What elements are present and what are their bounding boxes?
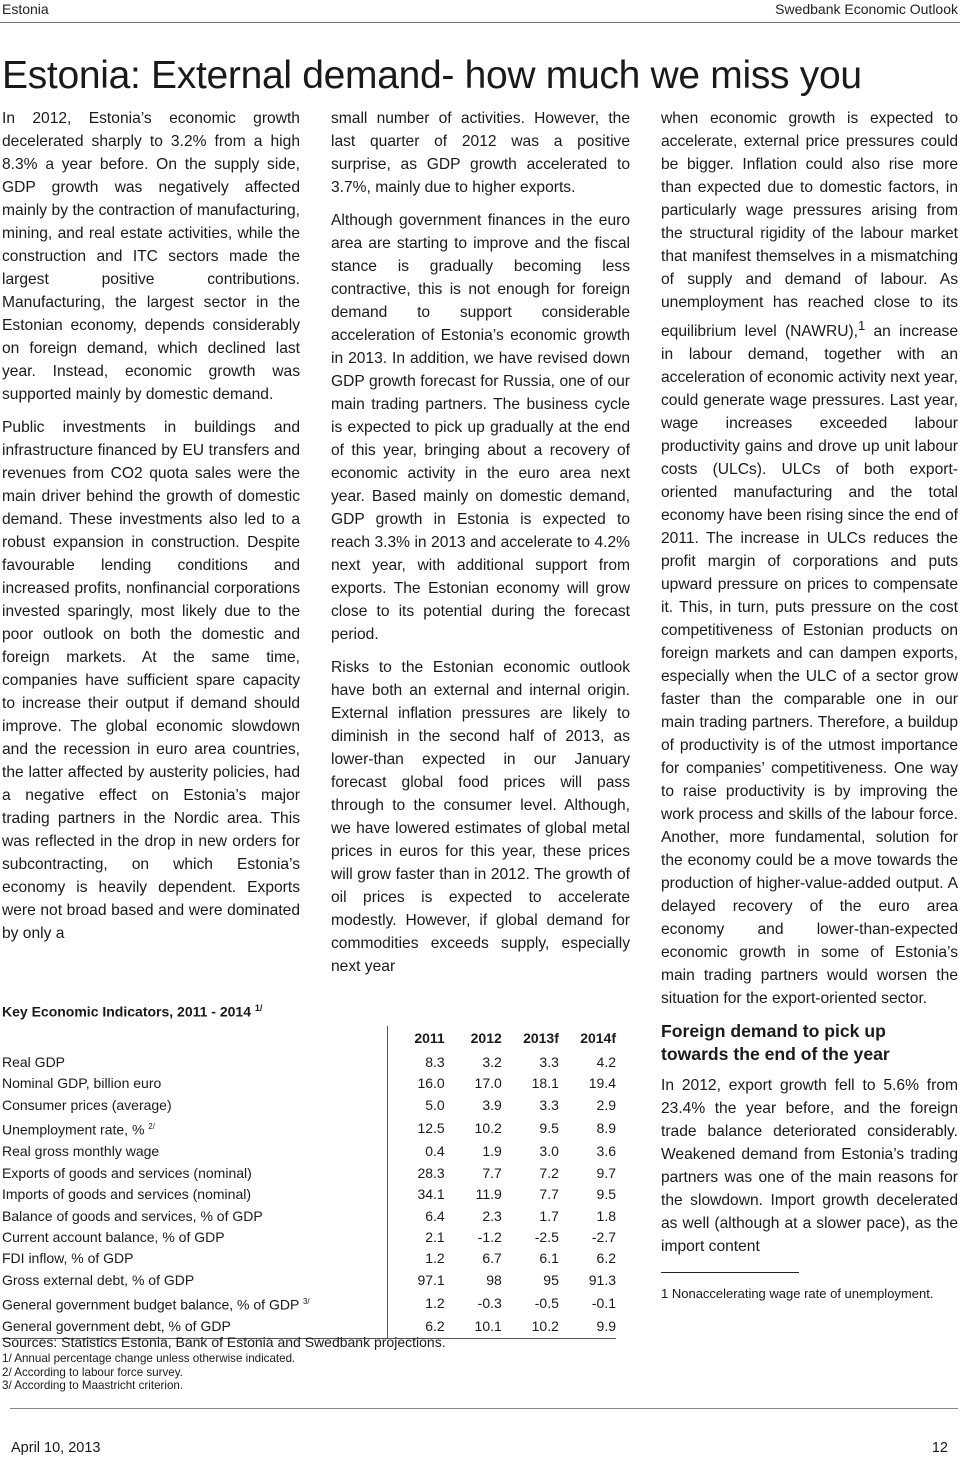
footnote-divider — [661, 1272, 799, 1273]
row-label-text: Real GDP — [2, 1054, 66, 1070]
table-header-row — [2, 1026, 616, 1052]
cell: 9.5 — [539, 1120, 559, 1137]
row-label — [2, 1095, 387, 1116]
row-label-text: Consumer prices (average) — [2, 1096, 172, 1113]
cell: 17.0 — [474, 1075, 502, 1092]
paragraph: In 2012, export growth fell to 5.6% from 23.4% the year before, and the foreign trade balance deteriorated considerably. Weakened demand from Estonia’s trading partners was one of the main reasons for the slowdown. Import growth decelerated as well (although at a slower pace), as the import content — [661, 1077, 958, 1256]
cell: 1.2 — [387, 1248, 445, 1269]
cell: 8.3 — [387, 1052, 445, 1073]
row-label — [2, 1116, 387, 1141]
cell: 5.0 — [387, 1095, 445, 1116]
paragraph: Although government finances in the euro area are starting to improve and the fiscal stance is gradually becoming less contractive, this is not enough for foreign demand to support considerable acceleration of Estonia’s economic growth in 2013. In addition, we have revised down GDP growth forecast for Russia, one of our main trading partners. The business cycle is expected to pick up gradually at the end of this year, bringing about a recovery of economic activity in the euro area next year. Based mainly on domestic demand, GDP growth in Estonia is expected to reach 3.3% in 2013 and accelerate to 4.2% next year, with additional support from exports. The Estonian economy will grow close to its potential during the forecast period. — [331, 212, 630, 643]
table-row — [2, 1095, 616, 1116]
paragraph-part: an increase in labour demand, together with an acceleration of economic activity next year, could generate wage pressures. Last year, wage increases exceeded labour productivity gains and drove up unit labour costs (ULCs). ULCs of both export-oriented manufacturing and the total economy have been rising since the end of 2011. The increase in ULCs reduces the profit margin of corporations and puts upward pressure on prices to compensate it. This, in turn, puts pressure on the cost competitiveness of Estonian products on foreign markets and can dampen exports, especially when the ULC of a sector grow faster than the comparable one in our main trading partners. Therefore, a buildup of productivity is of the utmost importance for companies’ competitiveness. One way to raise productivity is by improving the work process and skills of the labour force. Another, more fundamental, solution for the economy could be a move towards the production of higher-value-added output. A delayed recovery of the euro area economy and lower-than-expected economic growth in some of Estonia’s main trading partners would worsen the situation for the export-oriented sector. — [661, 323, 958, 1008]
header-empty — [2, 1026, 387, 1052]
table-note: 2/ According to labour force survey. — [2, 1365, 183, 1379]
table-title-note: 1/ — [254, 1003, 263, 1013]
cell: -2.5 — [534, 1228, 559, 1245]
footer-divider — [10, 1408, 958, 1409]
row-label — [2, 1206, 387, 1227]
paragraph: small number of activities. However, the last quarter of 2012 was a positive surprise, as GDP growth accelerated to 3.7%, mainly due to higher exports. — [331, 110, 630, 196]
table-row — [2, 1184, 616, 1205]
row-label-text: Unemployment rate, % — [2, 1121, 145, 1138]
table-title — [2, 1003, 262, 1020]
paragraph — [661, 107, 958, 1010]
cell: 9.5 — [596, 1186, 616, 1203]
row-label-text: FDI inflow, % of GDP — [2, 1250, 134, 1267]
cell: 0.4 — [387, 1141, 445, 1162]
row-label — [2, 1291, 387, 1316]
row-label — [2, 1248, 387, 1269]
cell: -0.1 — [591, 1294, 616, 1311]
text-column-1 — [2, 107, 300, 955]
paragraph: Public investments in buildings and infrastructure financed by EU transfers and revenues from CO2 quota sales were the main driver behind the growth of domestic demand. These investments also led to a robust expansion in construction. Despite favourable lending conditions and increased profits, nonfinancial corporations invested sparingly, most likely due to the poor outlook on both the domestic and foreign markets. At the same time, companies have sufficient spare capacity to increase their output if demand should improve. The global economic slowdown and the recession in euro area countries, the latter affected by austerity policies, had a negative effect on Estonia’s major trading partners in the Nordic area. This was reflected in the drop in new orders for subcontracting, on which Estonia’s economy is heavily dependent. Exports were not broad based and were dominated by only a — [2, 419, 300, 942]
cell: 6.7 — [482, 1250, 502, 1267]
cell: 2.9 — [596, 1096, 616, 1113]
cell: 2.1 — [387, 1227, 445, 1248]
cell: 9.9 — [559, 1316, 616, 1338]
cell: -0.3 — [477, 1294, 502, 1311]
row-label-text: Exports of goods and services (nominal) — [2, 1164, 252, 1181]
header-country: Estonia — [2, 1, 49, 17]
cell: 9.7 — [596, 1164, 616, 1181]
cell: 7.2 — [539, 1164, 559, 1181]
cell: 6.4 — [387, 1206, 445, 1227]
table-row — [2, 1073, 616, 1094]
table-note: 3/ According to Maastricht criterion. — [2, 1379, 184, 1393]
row-label — [2, 1141, 387, 1162]
row-label-text: General government budget balance, % of GDP — [2, 1296, 300, 1313]
table-row — [2, 1116, 616, 1141]
cell: 8.9 — [596, 1120, 616, 1137]
table-row — [2, 1163, 616, 1184]
col-header: 2011 — [387, 1026, 445, 1052]
table-title-text: Key Economic Indicators, 2011 - 2014 — [2, 1003, 252, 1020]
cell: 11.9 — [475, 1186, 502, 1203]
cell: 28.3 — [387, 1163, 445, 1184]
cell: 98 — [486, 1271, 502, 1288]
running-header — [0, 0, 960, 23]
cell: 1.7 — [539, 1207, 559, 1224]
page-title: Estonia: External demand- how much we miss you — [2, 54, 862, 97]
table-notes — [2, 1352, 295, 1393]
cell: 34.1 — [387, 1184, 445, 1205]
cell: 10.1 — [445, 1316, 502, 1338]
cell: 95 — [543, 1271, 559, 1288]
row-label-text: Balance of goods and services, % of GDP — [2, 1207, 263, 1224]
table-row — [2, 1270, 616, 1291]
cell: 3.9 — [482, 1096, 502, 1113]
table-sources: Sources: Statistics Estonia, Bank of Estonia and Swedbank projections. — [2, 1334, 446, 1350]
cell: 10.2 — [502, 1316, 559, 1338]
cell: 1.2 — [387, 1291, 445, 1316]
cell: 16.0 — [387, 1073, 445, 1094]
page-number: 12 — [931, 1440, 948, 1456]
cell: 1.8 — [596, 1207, 616, 1224]
row-label-text: Real gross monthly wage — [2, 1143, 160, 1160]
cell: 4.2 — [596, 1054, 616, 1070]
cell: 19.4 — [588, 1075, 616, 1092]
paragraph: Risks to the Estonian economic outlook have both an external and internal origin. External inflation pressures are likely to diminish in the second half of 2013, as lower-than expected in our January forecast global food prices will pass through to the consumer level. Although, we have lowered estimates of global metal prices in euros for this year, these prices will grow faster than in 2012. The growth of oil prices is expected to accelerate modestly. However, if global demand for commodities exceeds supply, especially next year — [331, 659, 630, 975]
header-publication: Swedbank Economic Outlook — [775, 1, 958, 17]
cell: 7.7 — [482, 1164, 502, 1181]
text-column-3 — [661, 107, 958, 1306]
row-label-text: Current account balance, % of GDP — [2, 1228, 225, 1245]
footnote: 1 Nonaccelerating wage rate of unemployment. — [661, 1286, 934, 1302]
cell: 3.3 — [539, 1054, 559, 1070]
cell: 91.3 — [588, 1271, 616, 1288]
table-row — [2, 1052, 616, 1073]
cell: 12.5 — [387, 1116, 445, 1141]
section-heading: Foreign demand to pick up towards the end of the year — [661, 1021, 890, 1065]
cell: 3.6 — [596, 1143, 616, 1160]
cell: 6.1 — [539, 1250, 559, 1267]
table-row — [2, 1206, 616, 1227]
cell: 3.0 — [539, 1143, 559, 1160]
row-label-text: Gross external debt, % of GDP — [2, 1271, 195, 1288]
row-label — [2, 1270, 387, 1291]
row-label — [2, 1163, 387, 1184]
cell: 3.3 — [539, 1096, 559, 1113]
row-label-text: General government debt, % of GDP — [2, 1318, 231, 1335]
key-indicators-table — [2, 1026, 616, 1339]
row-note: 2/ — [148, 1122, 155, 1132]
cell: -2.7 — [591, 1228, 616, 1245]
row-label-text: Nominal GDP, billion euro — [2, 1075, 162, 1092]
table-row — [2, 1141, 616, 1162]
cell: 6.2 — [387, 1316, 445, 1338]
text-column-2 — [331, 107, 630, 988]
col-header: 2013f — [523, 1030, 559, 1047]
row-label — [2, 1227, 387, 1248]
cell: 2.3 — [482, 1207, 502, 1224]
row-label — [2, 1052, 387, 1073]
row-label-text: Imports of goods and services (nominal) — [2, 1186, 251, 1203]
row-note: 3/ — [302, 1297, 310, 1307]
cell: -1.2 — [477, 1228, 502, 1245]
cell: 97.1 — [387, 1270, 445, 1291]
cell: 6.2 — [596, 1250, 616, 1267]
row-label — [2, 1184, 387, 1205]
footer-date: April 10, 2013 — [11, 1440, 101, 1456]
cell: 1.9 — [482, 1143, 502, 1160]
table-row — [2, 1291, 616, 1316]
footnote-ref: 1 — [858, 318, 866, 333]
col-header: 2014f — [580, 1030, 616, 1047]
cell: 10.2 — [474, 1120, 502, 1137]
paragraph-part: when economic growth is expected to accelerate, external price pressures could be bigger. Inflation could also rise more than expected due to domestic factors, in particularly wage pressures arising from the structural rigidity of the labour market that manifest themselves in a mismatching of supply and demand of labour. As unemployment has reached close to its equilibrium level (NAWRU), — [661, 110, 958, 341]
cell: -0.5 — [534, 1294, 559, 1311]
row-label — [2, 1073, 387, 1094]
col-header: 2012 — [470, 1030, 502, 1047]
table-note: 1/ Annual percentage change unless otherwise indicated. — [2, 1352, 296, 1365]
cell: 7.7 — [539, 1186, 559, 1203]
cell: 18.1 — [531, 1075, 559, 1092]
paragraph: In 2012, Estonia’s economic growth decelerated sharply to 3.2% from a high 8.3% a year before. On the supply side, GDP growth was negatively affected mainly by the contraction of manufacturing, mining, and real estate activities, while the construction and ITC sectors made the largest positive contributions. Manufacturing, the largest sector in the Estonian economy, depends considerably on foreign demand, which declined last year. Instead, economic growth was supported mainly by domestic demand. — [2, 110, 300, 403]
cell: 3.2 — [482, 1054, 502, 1070]
table-row — [2, 1248, 616, 1269]
table-row — [2, 1227, 616, 1248]
